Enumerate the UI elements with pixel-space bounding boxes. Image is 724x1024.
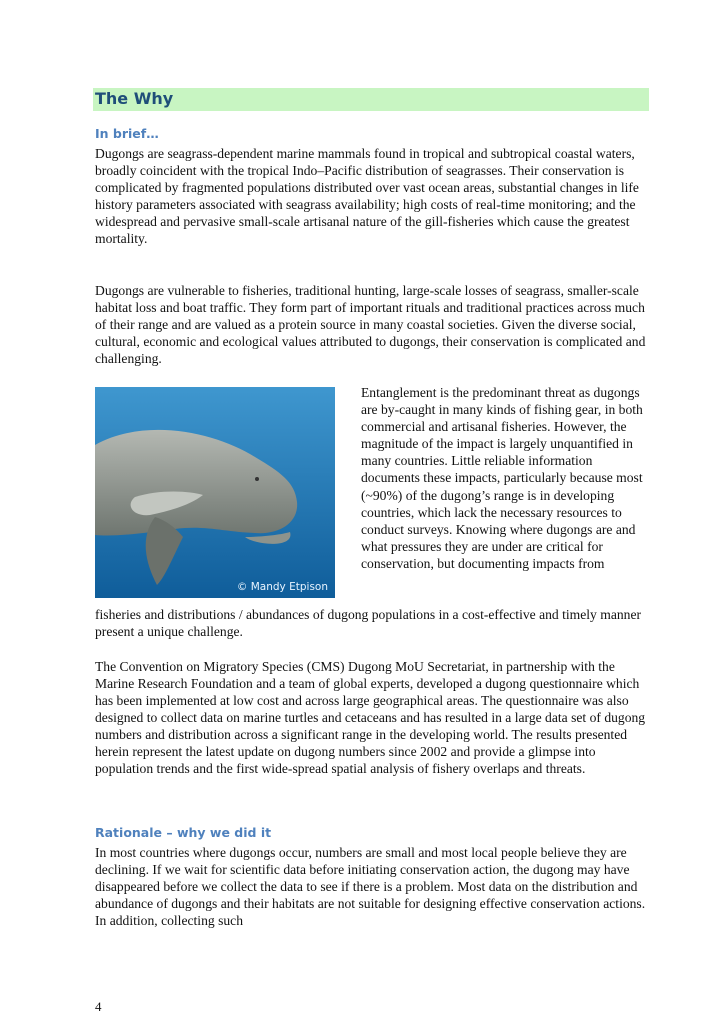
rationale-heading: Rationale – why we did it	[95, 825, 272, 840]
brief-paragraph-3-beside-photo: Entanglement is the predominant threat as dugongs are by-caught in many kinds of fishing gear, in both commercial and artisanal fisheries. However, the magnitude of the impact is largely unquantified in many countries. Little reliable information documents these impacts, particularly because most (~90%) of the dugong’s range is in developing countries, which lack the necessary resources to conduct surveys. Knowing where dugongs are and what pressures they are under are critical for conservation, but documenting impacts from	[361, 385, 643, 571]
dugong-photo-illustration	[95, 387, 335, 598]
page-number: 4	[95, 999, 102, 1014]
section-heading-bar	[93, 88, 649, 111]
brief-heading: In brief…	[95, 126, 159, 141]
brief-paragraph-4: The Convention on Migratory Species (CMS) Dugong MoU Secretariat, in partnership with the Marine Research Foundation and a team of global experts, developed a dugong questionnaire which has been implemented at low cost and across large geographical areas. The questionnaire was also designed to collect data on marine turtles and cetaceans and has resulted in a large data set of dugong numbers and distribution across a significant range in the developing world. The results presented herein represent the latest update on dugong numbers since 2002 and provide a glimpse into population trends and the first wide-spread spatial analysis of fishery overlaps and threats.	[95, 659, 646, 776]
brief-paragraph-1: Dugongs are seagrass-dependent marine mammals found in tropical and subtropical coastal waters, broadly coincident with the tropical Indo–Pacific distribution of seagrasses. Their conservation is complicated by fragmented populations distributed over vast ocean areas, substantial changes in life history parameters associated with seagrass availability; high costs of real-time monitoring; and the widespread and pervasive small-scale artisanal nature of the gill-fisheries which cause the greatest mortality.	[95, 146, 639, 246]
brief-paragraph-3-continued: fisheries and distributions / abundances of dugong populations in a cost-effective and timely manner present a unique challenge.	[95, 607, 642, 639]
photo-credit: © Mandy Etpison	[236, 581, 328, 593]
rationale-paragraph-1: In most countries where dugongs occur, numbers are small and most local people believe they are declining. If we wait for scientific data before initiating conservation action, the dugong may have disappeared before we collect the data to see if there is a problem. Most data on the distribution and abundance of dugongs and their habitats are not suitable for designing effective conservation actions. In addition, collecting such	[95, 845, 646, 928]
section-title: The Why	[95, 89, 174, 108]
brief-paragraph-2: Dugongs are vulnerable to fisheries, traditional hunting, large-scale losses of seagrass, smaller-scale habitat loss and boat traffic. They form part of important rituals and traditional practices across much of their range and are valued as a protein source in many coastal societies. Given the diverse social, cultural, economic and ecological values attributed to dugongs, their conservation is complicated and challenging.	[95, 283, 646, 366]
dugong-photo	[95, 387, 335, 598]
